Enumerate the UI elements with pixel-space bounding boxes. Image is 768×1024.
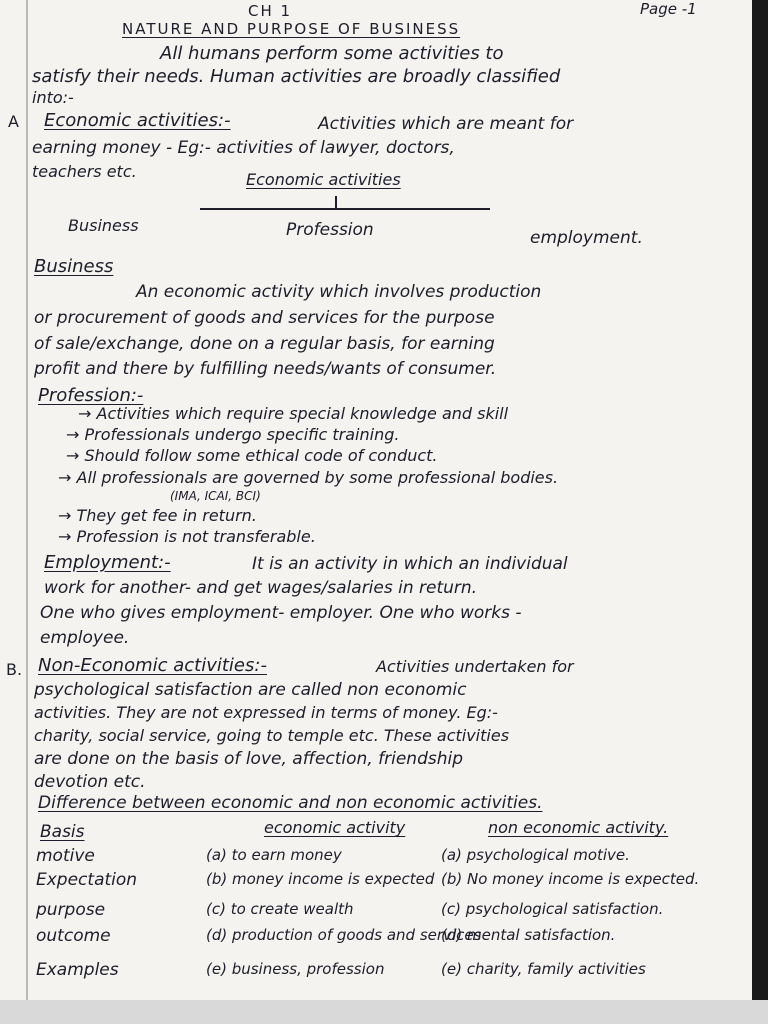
row-basis: purpose <box>36 900 106 920</box>
row-economic: (d) production of goods and services <box>206 926 482 944</box>
chapter-label: CH 1 <box>248 2 293 20</box>
tree-child-profession: Profession <box>286 220 374 240</box>
economic-activities-heading: Economic activities:- <box>44 110 231 131</box>
non-economic-line-4: charity, social service, going to temple etc. These activities <box>34 726 510 745</box>
table-row <box>36 960 736 992</box>
tree-branch-line <box>200 208 490 210</box>
section-a-text-2: earning money - Eg:- activities of lawyer, doctors, <box>32 138 455 158</box>
row-economic: (a) to earn money <box>206 846 342 864</box>
photo-edge-bottom <box>0 1000 768 1024</box>
row-basis: motive <box>36 846 95 866</box>
non-economic-line-6: devotion etc. <box>34 772 146 792</box>
table-row <box>36 926 736 958</box>
margin-line <box>26 0 28 1000</box>
row-basis: Expectation <box>36 870 138 890</box>
business-line-4: profit and there by fulfilling needs/wants of consumer. <box>34 359 497 379</box>
non-economic-line-5: are done on the basis of love, affection, friendship <box>34 749 464 769</box>
employment-line-1: It is an activity in which an individual <box>252 554 568 574</box>
photo-edge-right <box>752 0 768 1024</box>
profession-point-1: → Activities which require special knowledge and skill <box>78 404 509 423</box>
section-a-marker: A <box>8 112 19 131</box>
row-basis: outcome <box>36 926 111 946</box>
employment-line-4: employee. <box>40 628 130 648</box>
profession-point-5: → They get fee in return. <box>58 506 257 525</box>
table-row <box>36 870 736 902</box>
intro-line-1: All humans perform some activities to <box>160 43 504 64</box>
row-non-economic: (a) psychological motive. <box>441 846 630 864</box>
professional-bodies-examples: (IMA, ICAI, BCI) <box>170 489 261 503</box>
row-non-economic: (b) No money income is expected. <box>441 870 700 888</box>
business-heading: Business <box>34 256 114 277</box>
non-economic-heading: Non-Economic activities:- <box>38 655 267 676</box>
page-title: NATURE AND PURPOSE OF BUSINESS <box>122 20 461 38</box>
non-economic-line-2: psychological satisfaction are called non economic <box>34 680 467 700</box>
difference-heading: Difference between economic and non economic activities. <box>38 793 543 813</box>
row-non-economic: (e) charity, family activities <box>441 960 646 978</box>
employment-heading: Employment:- <box>44 552 171 573</box>
intro-line-2: satisfy their needs. Human activities are broadly classified <box>32 66 561 87</box>
tree-stem-line <box>335 196 337 209</box>
row-economic: (e) business, profession <box>206 960 385 978</box>
row-non-economic: (d) mental satisfaction. <box>441 926 616 944</box>
row-economic: (b) money income is expected <box>206 870 435 888</box>
profession-point-3: → Should follow some ethical code of conduct. <box>66 446 438 465</box>
employment-line-3: One who gives employment- employer. One who works - <box>40 603 522 623</box>
tree-child-employment: employment. <box>530 228 643 248</box>
row-basis: Examples <box>36 960 119 980</box>
section-a-text-1: Activities which are meant for <box>318 114 574 134</box>
column-economic: economic activity <box>264 818 406 837</box>
section-a-text-3: teachers etc. <box>32 162 137 181</box>
profession-heading: Profession:- <box>38 385 144 406</box>
profession-point-2: → Professionals undergo specific training. <box>66 425 400 444</box>
page-number: Page -1 <box>640 0 697 18</box>
row-non-economic: (c) psychological satisfaction. <box>441 900 664 918</box>
business-line-3: of sale/exchange, done on a regular basis, for earning <box>34 334 495 354</box>
column-non-economic: non economic activity. <box>488 818 669 837</box>
section-b-marker: B. <box>6 660 23 679</box>
tree-root: Economic activities <box>246 170 401 189</box>
non-economic-line-3: activities. They are not expressed in terms of money. Eg:- <box>34 703 498 722</box>
intro-line-3: into:- <box>32 88 74 107</box>
business-line-2: or procurement of goods and services for the purpose <box>34 308 495 328</box>
employment-line-2: work for another- and get wages/salaries in return. <box>44 578 478 598</box>
profession-point-6: → Profession is not transferable. <box>58 527 316 546</box>
row-economic: (c) to create wealth <box>206 900 354 918</box>
column-basis: Basis <box>40 822 85 842</box>
business-line-1: An economic activity which involves production <box>136 282 542 302</box>
profession-point-4: → All professionals are governed by some professional bodies. <box>58 468 559 487</box>
tree-child-business: Business <box>68 216 139 235</box>
non-economic-line-1: Activities undertaken for <box>376 657 574 676</box>
